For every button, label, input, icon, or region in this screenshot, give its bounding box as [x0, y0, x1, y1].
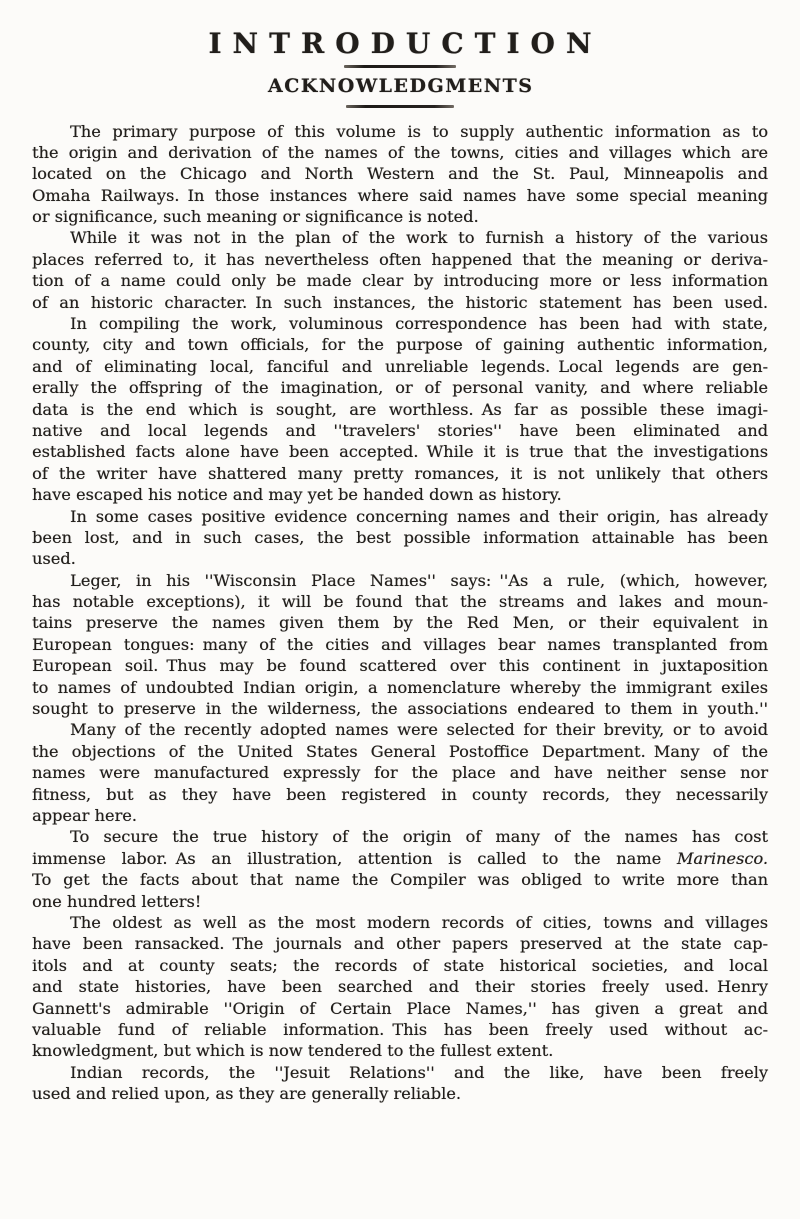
text-line: [32, 142, 768, 163]
text-run: To secure the true history of the origin of many of the names has cost: [70, 827, 768, 847]
text-run: fitness, but as they have been registered in county records, they necessarily: [32, 784, 768, 804]
text-run: erally the offspring of the imagination, or of personal vanity, and where reliable: [32, 378, 768, 398]
text-line: [32, 677, 768, 698]
text-line: [32, 612, 768, 633]
text-line: [32, 163, 768, 184]
text-run: Many of the recently adopted names were selected for their brevity, or to avoid: [70, 720, 768, 740]
text-run: native and local legends and ''travelers' stories'' have been eliminated and: [32, 420, 768, 440]
text-line: [32, 634, 768, 655]
subtitle-divider: [346, 105, 454, 108]
text-run: of an historic character. In such instances, the historic statement has been used.: [32, 292, 768, 312]
text-run: While it was not in the plan of the work to furnish a history of the various: [70, 228, 768, 248]
text-run: Omaha Railways. In those instances where said names have some special meaning: [32, 185, 768, 205]
text-line: [32, 570, 768, 591]
paragraph: [32, 1062, 768, 1105]
text-line: [32, 420, 768, 441]
text-run: county, city and town officials, for the purpose of gaining authentic information,: [32, 335, 768, 355]
text-run: been lost, and in such cases, the best possible information attainable has been: [32, 527, 768, 547]
text-run: immense labor. As an illustration, attention is called to the name: [32, 848, 677, 868]
text-line: [32, 377, 768, 398]
section-subtitle: ACKNOWLEDGMENTS: [268, 75, 534, 97]
text-run: used.: [32, 549, 76, 569]
text-line: [32, 719, 768, 740]
text-line: [32, 1040, 768, 1061]
text-line: [32, 270, 768, 291]
text-line: [32, 399, 768, 420]
text-line: [32, 334, 768, 355]
text-line: [32, 869, 768, 890]
text-line: [32, 292, 768, 313]
text-run: established facts alone have been accepted. While it is true that the investigations: [32, 442, 768, 462]
text-line: [32, 527, 768, 548]
text-run: itols and at county seats; the records of state historical societies, and local: [32, 955, 768, 975]
text-line: [32, 484, 768, 505]
text-line: [32, 1083, 768, 1104]
text-run: To get the facts about that name the Compiler was obliged to write more than: [32, 870, 768, 890]
text-run: tains preserve the names given them by the Red Men, or their equivalent in: [32, 613, 768, 633]
text-line: [32, 249, 768, 270]
text-run: names were manufactured expressly for the place and have neither sense nor: [32, 763, 768, 783]
text-line: [32, 933, 768, 954]
body-text: [0, 121, 800, 1105]
text-run: appear here.: [32, 806, 137, 825]
text-line: [32, 784, 768, 805]
page-title: INTRODUCTION: [208, 27, 603, 60]
text-line: [32, 698, 768, 719]
text-run: data is the end which is sought, are worthless. As far as possible these imagi-: [32, 399, 768, 419]
text-run: knowledgment, but which is now tendered to the fullest extent.: [32, 1041, 554, 1061]
text-run: to names of undoubted Indian origin, a nomenclature whereby the immigrant exiles: [32, 677, 768, 697]
text-run: valuable fund of reliable information. This has been freely used without ac-: [32, 1019, 768, 1039]
text-line: [32, 548, 768, 569]
text-line: [32, 955, 768, 976]
text-run: In compiling the work, voluminous correspondence has been had with state,: [70, 314, 768, 334]
text-line: [32, 1019, 768, 1040]
text-line: [32, 206, 768, 227]
title-divider: [344, 65, 456, 68]
text-run: one hundred letters!: [32, 891, 202, 911]
text-run: the origin and derivation of the names of the towns, cities and villages which are: [32, 142, 768, 162]
text-run: have been ransacked. The journals and other papers preserved at the state cap-: [32, 934, 768, 954]
text-line: [32, 912, 768, 933]
text-line: [32, 976, 768, 997]
text-line: [32, 762, 768, 783]
text-run: In some cases positive evidence concerning names and their origin, has already: [70, 506, 768, 526]
text-run: has notable exceptions), it will be found that the streams and lakes and moun-: [32, 592, 768, 612]
text-run: European soil. Thus may be found scattered over this continent in juxtaposition: [32, 656, 768, 676]
text-line: [32, 891, 768, 912]
paragraph: [32, 227, 768, 313]
text-line: [32, 227, 768, 248]
text-line: [32, 185, 768, 206]
text-run: the objections of the United States General Postoffice Department. Many of the: [32, 741, 768, 761]
text-run: or significance, such meaning or significance is noted.: [32, 207, 479, 227]
text-run: and of eliminating local, fanciful and unreliable legends. Local legends are gen-: [32, 356, 768, 376]
paragraph: [32, 826, 768, 912]
text-run: Indian records, the ''Jesuit Relations'' and the like, have been freely: [70, 1062, 768, 1082]
text-run: Gannett's admirable ''Origin of Certain Place Names,'' has given a great and: [32, 998, 768, 1018]
text-line: [32, 998, 768, 1019]
text-line: [32, 313, 768, 334]
paragraph: [32, 121, 768, 228]
text-line: [32, 506, 768, 527]
text-line: [32, 591, 768, 612]
paragraph: [32, 313, 768, 506]
text-line: [32, 805, 768, 826]
text-run: have escaped his notice and may yet be handed down as history.: [32, 485, 562, 505]
paragraph: [32, 719, 768, 826]
text-run: places referred to, it has nevertheless often happened that the meaning or deriva-: [32, 249, 768, 269]
text-run: The oldest as well as the most modern records of cities, towns and villages: [70, 912, 768, 932]
paragraph: [32, 912, 768, 1062]
text-run: European tongues: many of the cities and villages bear names transplanted from: [32, 634, 768, 654]
text-run: used and relied upon, as they are generally reliable.: [32, 1084, 462, 1104]
paragraph: [32, 506, 768, 570]
text-line: [32, 848, 768, 869]
text-run: sought to preserve in the wilderness, the associations endeared to them in youth.'': [32, 699, 768, 719]
text-line: [32, 121, 768, 142]
text-run: and state histories, have been searched and their stories freely used. Henry: [32, 977, 768, 997]
text-run: Leger, in his ''Wisconsin Place Names'' says: ''As a rule, (which, however,: [70, 570, 768, 590]
text-line: [32, 463, 768, 484]
text-line: [32, 741, 768, 762]
text-line: [32, 826, 768, 847]
paragraph: [32, 570, 768, 720]
text-line: [32, 1062, 768, 1083]
text-run: The primary purpose of this volume is to supply authentic information as to: [70, 121, 768, 141]
text-line: [32, 356, 768, 377]
italic-text: Marinesco.: [676, 848, 768, 868]
text-line: [32, 655, 768, 676]
text-run: tion of a name could only be made clear by introducing more or less information: [32, 271, 768, 291]
text-line: [32, 441, 768, 462]
text-run: of the writer have shattered many pretty romances, it is not unlikely that others: [32, 463, 768, 483]
text-run: located on the Chicago and North Western and the St. Paul, Minneapolis and: [32, 164, 768, 184]
